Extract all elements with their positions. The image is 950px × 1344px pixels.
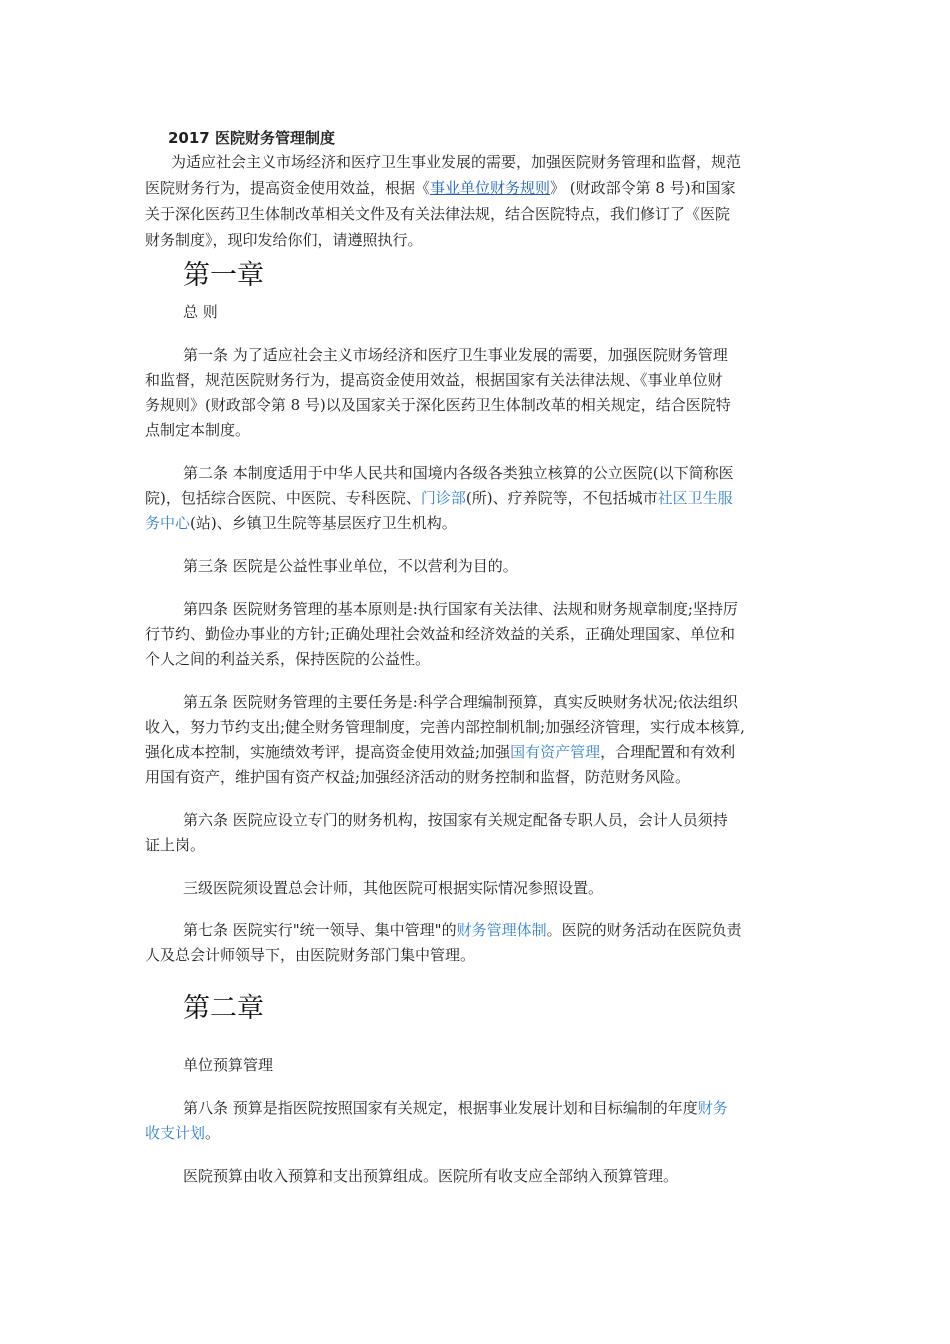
article-6-line-1: 第六条 医院应设立专门的财务机构，按国家有关规定配备专职人员，会计人员须持: [183, 811, 728, 829]
article-6-supplement-line-1: 三级医院须设置总会计师，其他医院可根据实际情况参照设置。: [183, 879, 604, 897]
finance-system-link[interactable]: 财务管理体制: [456, 921, 547, 939]
article-2-line-3: [145, 511, 457, 535]
community-health-link-part-1[interactable]: 社区卫生服: [657, 489, 733, 507]
document-title: 2017 医院财务管理制度: [168, 129, 335, 147]
article-7-line-1-post: 。医院的财务活动在医院负责: [546, 921, 742, 939]
article-5-line-3-post: ，合理配置和有效利: [600, 743, 736, 761]
chapter-2-subtitle: 单位预算管理: [183, 1056, 274, 1074]
article-2-line-3-post: (站)、乡镇卫生院等基层医疗卫生机构。: [190, 514, 457, 532]
article-2-line-2-pre: 院)，包括综合医院、中医院、专科医院、: [145, 489, 421, 507]
article-1-line-2: 和监督，规范医院财务行为，提高资金使用效益，根据国家有关法律法规、《事业单位财: [145, 371, 723, 389]
intro-line-2: [145, 176, 736, 200]
article-5-line-4: 用国有资产，维护国有资产权益;加强经济活动的财务控制和监督，防范财务风险。: [145, 768, 691, 786]
intro-line-2-pre: 医院财务行为，提高资金使用效益，根据《: [145, 179, 431, 197]
state-assets-link[interactable]: 国有资产管理: [510, 743, 601, 761]
article-8-line-1-pre: 第八条 预算是指医院按照国家有关规定，根据事业发展计划和目标编制的年度: [183, 1099, 698, 1117]
article-5-line-1: 第五条 医院财务管理的主要任务是:科学合理编制预算，真实反映财务状况;依法组织: [183, 693, 738, 711]
chapter-1-heading: 第一章: [183, 260, 264, 291]
article-4-line-2: 行节约、勤俭办事业的方针;正确处理社会效益和经济效益的关系，正确处理国家、单位和: [145, 625, 736, 643]
regulation-link[interactable]: 事业单位财务规则: [430, 179, 551, 197]
article-1-line-4: 点制定本制度。: [145, 421, 251, 439]
article-3-line-1: 第三条 医院是公益性事业单位，不以营利为目的。: [183, 557, 518, 575]
article-1-line-1: 第一条 为了适应社会主义市场经济和医疗卫生事业发展的需要，加强医院财务管理: [183, 346, 728, 364]
article-4-line-1: 第四条 医院财务管理的基本原则是:执行国家有关法律、法规和财务规章制度;坚持厉: [183, 600, 738, 618]
finance-plan-link-part-1[interactable]: 财务: [697, 1099, 728, 1117]
intro-line-2-post: 》 (财政部令第 8 号)和国家: [550, 179, 736, 197]
article-5-line-3: [145, 740, 735, 764]
intro-line-4: 财务制度》，现印发给你们，请遵照执行。: [145, 231, 423, 249]
article-2-line-2-mid: (所)、疗养院等，不包括城市: [465, 489, 658, 507]
chapter-1-subtitle: 总 则: [183, 303, 218, 321]
intro-line-3: 关于深化医药卫生体制改革相关文件及有关法律法规，结合医院特点，我们修订了《医院: [145, 205, 731, 223]
outpatient-link[interactable]: 门诊部: [420, 489, 466, 507]
article-5-line-3-pre: 强化成本控制，实施绩效考评，提高资金使用效益;加强: [145, 743, 511, 761]
article-8-line-2-post: 。: [205, 1124, 221, 1142]
article-8-supplement-line-1: 医院预算由收入预算和支出预算组成。医院所有收支应全部纳入预算管理。: [183, 1167, 679, 1185]
article-6-line-2: 证上岗。: [145, 836, 206, 854]
article-8-line-2: [145, 1121, 220, 1145]
community-health-link-part-2[interactable]: 务中心: [145, 514, 191, 532]
finance-plan-link-part-2[interactable]: 收支计划: [145, 1124, 206, 1142]
article-4-line-3: 个人之间的利益关系，保持医院的公益性。: [145, 650, 431, 668]
article-1-line-3: 务规则》(财政部令第 8 号)以及国家关于深化医药卫生体制改革的相关规定，结合医院特: [145, 396, 731, 414]
article-7-line-1: [183, 918, 742, 942]
article-7-line-1-pre: 第七条 医院实行"统一领导、集中管理"的: [183, 921, 457, 939]
article-2-line-1: 第二条 本制度适用于中华人民共和国境内各级各类独立核算的公立医院(以下简称医: [183, 464, 734, 482]
chapter-2-heading: 第二章: [183, 993, 264, 1024]
article-7-line-2: 人及总会计师领导下，由医院财务部门集中管理。: [145, 946, 476, 964]
article-2-line-2: [145, 486, 733, 510]
article-5-line-2: 收入，努力节约支出;健全财务管理制度，完善内部控制机制;加强经济管理，实行成本核算,: [145, 718, 745, 736]
intro-line-1: 为适应社会主义市场经济和医疗卫生事业发展的需要，加强医院财务管理和监督，规范: [171, 153, 742, 171]
article-8-line-1: [183, 1096, 728, 1120]
